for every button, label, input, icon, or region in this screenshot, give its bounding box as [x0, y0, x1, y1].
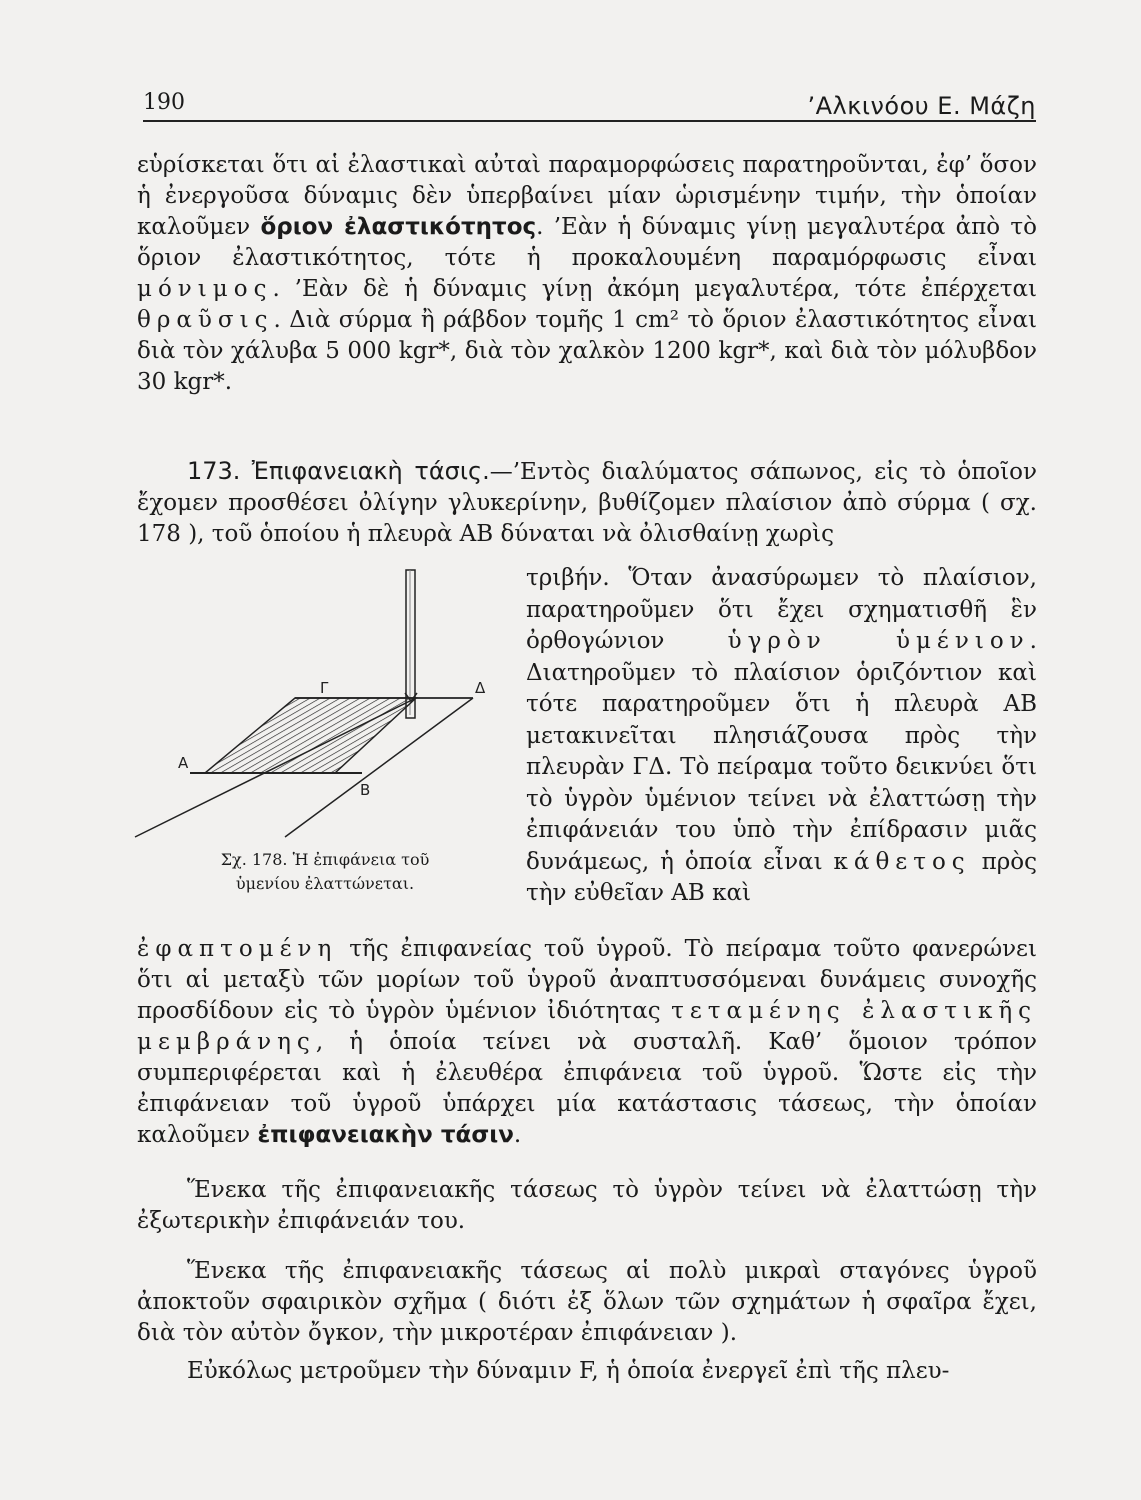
paragraph-force-f: Εὐκόλως μετροῦμεν τὴν δύναμιν F, ἡ ὁποία ἐνεργεῖ ἐπὶ τῆς πλευ- [187, 1358, 950, 1384]
term-liquid-film: ὑγρὸν ὑμένιον [727, 628, 1030, 654]
label-b: Β [360, 781, 371, 799]
page-header [143, 84, 1036, 122]
term-surface-tension: ἐπιφανειακὴν τάσιν [257, 1122, 514, 1148]
label-d: Δ [475, 679, 486, 697]
term-fracture: θραῦσις [137, 307, 274, 333]
section-number: 173. [187, 457, 241, 485]
figure-178 [130, 565, 510, 850]
section-173-intro: 173. Ἐπιφανειακὴ τάσις.—’Εντὸς διαλύματος σάπωνος, εἰς τὸ ὁποῖον ἔχομεν προσθέσει ὀλίγην γλυκερίνην, βυθίζομεν πλαίσιον ἀπὸ σύρμα ( σχ. 178 ), τοῦ ὁποίου ἡ πλευρὰ ΑΒ δύναται νὰ ὀλισθαίνῃ χωρὶς [137, 457, 1037, 547]
label-a: Α [178, 754, 189, 772]
paragraph-spherical-drops: Ἕνεκα τῆς ἐπιφανειακῆς τάσεως αἱ πολὺ μικραὶ σταγόνες ὑγροῦ ἀποκτοῦν σφαιρικὸν σχῆμα ( διότι ἐξ ὅλων τῶν σχημάτων ἡ σφαῖρα ἔχει, διὰ τὸν αὐτὸν ὄγκον, τὴν μικροτέραν ἐπιφάνειαν ). [137, 1258, 1037, 1346]
term-permanent: μόνιμος [137, 276, 273, 302]
term-perpendicular: κάθετος [833, 848, 971, 875]
figure-caption: Σχ. 178. Ἡ ἐπιφάνεια τοῦ ὑμενίου ἐλαττώνεται. [220, 850, 430, 893]
section-title: Ἐπιφανειακὴ τάσις. [251, 457, 490, 485]
continuation-paragraph: ἐφαπτομένη τῆς ἐπιφανείας τοῦ ὑγροῦ. Τὸ πείραμα τοῦτο φανερώνει ὅτι αἱ μεταξὺ τῶν μορίων τοῦ ὑγροῦ ἀναπτυσσόμεναι δυνάμεις συνοχῆς προσδίδουν εἰς τὸ ὑγρὸν ὑμένιον ἰδιότητας τεταμένης ἐλαστικῆς μεμβράνης, ἡ ὁποία τείνει νὰ συσταλῆ. Καθ’ ὅμοιον τρόπον συμπεριφέρεται καὶ ἡ ἐλευθέρα ἐπιφάνεια τοῦ ὑγροῦ. Ὥστε εἰς τὴν ἐπιφάνειαν τοῦ ὑγροῦ ὑπάρχει μία κατάστασις τάσεως, τὴν ὁποίαν καλοῦμεν ἐπιφανειακὴν τάσιν. [137, 936, 1037, 1148]
paragraph-reduces-surface: Ἕνεκα τῆς ἐπιφανειακῆς τάσεως τὸ ὑγρὸν τείνει νὰ ἐλαττώσῃ τὴν ἐξωτερικὴν ἐπιφάνειάν του. [137, 1177, 1037, 1234]
term-tangent: ἐφαπτομένη [137, 936, 338, 962]
term-elastic-limit: ὅριον ἐλαστικότητος [260, 214, 537, 240]
liquid-film [205, 698, 416, 773]
right-column-text: τριβήν. Ὅταν ἀνασύρωμεν τὸ πλαίσιον, παρατηροῦμεν ὅτι ἔχει σχηματισθῆ ἓν ὀρθογώνιον ὑγρὸν ὑμένιον. Διατηροῦμεν τὸ πλαίσιον ὁριζόντιον καὶ τότε παρατηροῦμεν ὅτι ἡ πλευρὰ ΑΒ μετακινεῖται πλησιάζουσα πρὸς τὴν πλευρὰν ΓΔ. Τὸ πείραμα τοῦτο δεικνύει ὅτι τὸ ὑγρὸν ὑμένιον τείνει νὰ ἐλαττώσῃ τὴν ἐπιφάνειάν του ὑπὸ τὴν ἐπίδρασιν μιᾶς δυνάμεως, ἡ ὁποία εἶναι κάθετος πρὸς τὴν εὐθεῖαν ΑΒ καὶ [526, 565, 1037, 906]
paragraph-elastic-limit: εὑρίσκεται ὅτι αἱ ἐλαστικαὶ αὐταὶ παραμορφώσεις παρατηροῦνται, ἐφ’ ὅσον ἡ ἐνεργοῦσα δύναμις δὲν ὑπερβαίνει μίαν ὡρισμένην τιμήν, τὴν ὁποίαν καλοῦμεν ὅριον ἐλαστικότητος. ’Εὰν ἡ δύναμις γίνῃ μεγαλυτέρα ἀπὸ τὸ ὅριον ἐλαστικότητος, τότε ἡ προκαλουμένη παραμόρφωσις εἶναι μόνιμος. ’Εὰν δὲ ἡ δύναμις γίνῃ ἀκόμη μεγαλυτέρα, τότε ἐπέρχεται θραῦσις. Διὰ σύρμα ἢ ράβδον τομῆς 1 cm² τὸ ὅριον ἐλαστικότητος εἶναι διὰ τὸν χάλυβα 5 000 kgr*, διὰ τὸν χαλκὸν 1200 kgr*, καὶ διὰ τὸν μόλυβδον 30 kgr*. [137, 152, 1037, 395]
frame-diagram [130, 565, 510, 850]
page-number: 190 [143, 90, 185, 115]
running-head: ’Αλκινόου Ε. Μάζη [807, 92, 1036, 120]
term-stretched-membrane: τεταμένης ἐλαστικῆς μεμβράνης [137, 998, 1037, 1055]
label-g: Γ [320, 679, 329, 697]
